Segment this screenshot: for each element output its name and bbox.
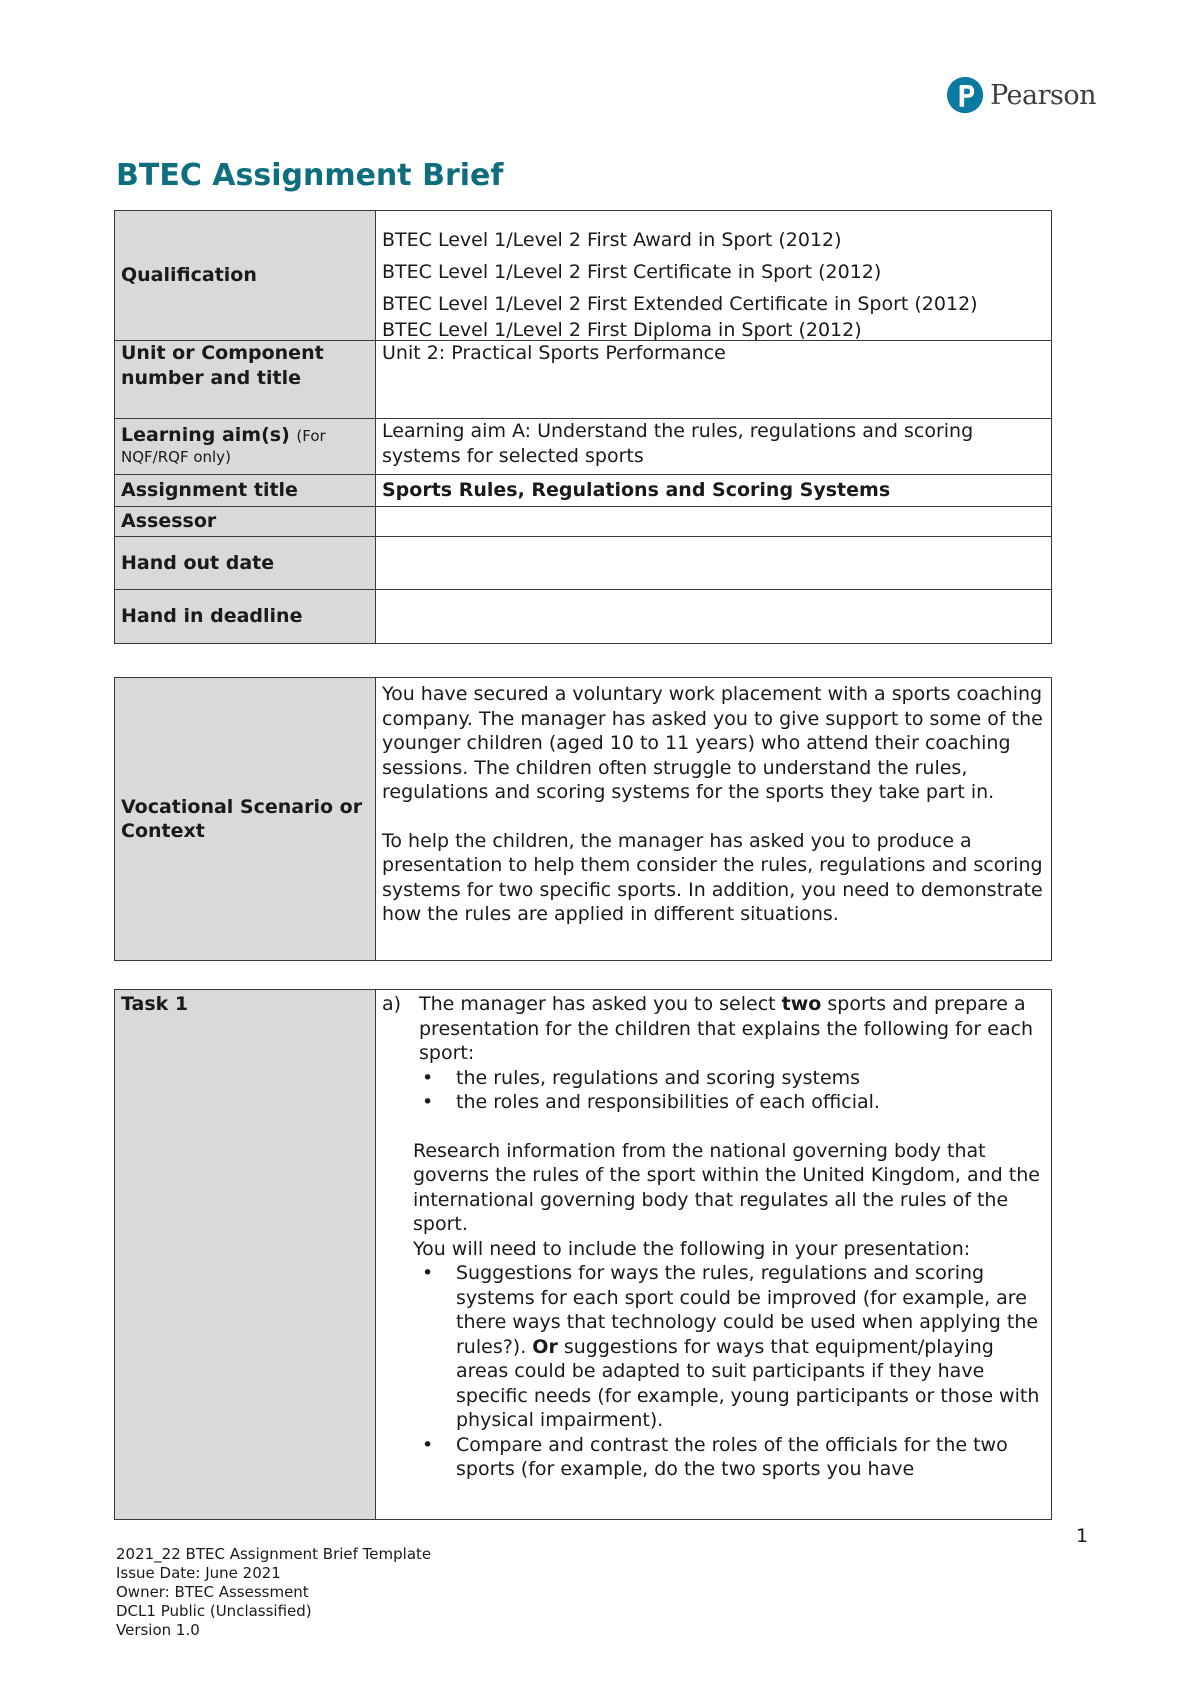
list-item: • Compare and contrast the roles of the officials for the two sports (for example, do the two sports you have	[382, 1433, 1045, 1482]
assessor-value	[376, 507, 1052, 537]
footer-line: Version 1.0	[116, 1621, 200, 1639]
task-1a	[382, 992, 1045, 1066]
pearson-logo	[946, 72, 1096, 118]
assessor-label: Assessor	[115, 507, 376, 537]
scenario-label: Vocational Scenario or Context	[115, 678, 376, 961]
list-item: • Suggestions for ways the rules, regulations and scoring systems for each sport could be improved (for example, are there ways that technology could be used when applying the rules?). Or suggestions for ways that equipment/playing areas could be adapted to suit participants if they have specific needs (for example, young participants or those with physical impairment).	[382, 1261, 1045, 1433]
qualification-row	[115, 211, 1052, 341]
task-item-letter: a)	[382, 993, 402, 1015]
assignment-title-label: Assignment title	[115, 475, 376, 507]
scenario-row	[115, 678, 1052, 961]
qualification-value	[376, 211, 1052, 341]
task-1a-research: Research information from the national governing body that governs the rules of the sport within the United Kingdom, and the international governing body that regulates all the rules of the sport.	[413, 1139, 1040, 1235]
task-1-content	[376, 990, 1052, 1520]
learning-aim-row	[115, 419, 1052, 475]
footer-line: Owner: BTEC Assessment	[116, 1583, 309, 1601]
qualification-line: BTEC Level 1/Level 2 First Certificate in Sport (2012)	[382, 261, 882, 283]
page-title: BTEC Assignment Brief	[116, 158, 504, 193]
task-1a-include: You will need to include the following in your presentation:	[413, 1237, 971, 1260]
qualification-line: BTEC Level 1/Level 2 First Diploma in Sport (2012)	[382, 319, 862, 341]
task-table	[114, 989, 1052, 1520]
learning-aim-label-text: Learning aim(s)	[121, 424, 290, 446]
learning-aim-value: Learning aim A: Understand the rules, regulations and scoring systems for selected sports	[376, 419, 1052, 475]
unit-row	[115, 341, 1052, 419]
footer-line: Issue Date: June 2021	[116, 1564, 281, 1582]
hand-out-label: Hand out date	[115, 537, 376, 590]
document-footer	[116, 1545, 431, 1640]
assignment-title-value: Sports Rules, Regulations and Scoring Systems	[376, 475, 1052, 507]
pearson-logo-icon	[946, 74, 984, 116]
task-1a-include-bullets	[382, 1261, 1045, 1482]
assessor-row	[115, 507, 1052, 537]
qualification-line: BTEC Level 1/Level 2 First Extended Certificate in Sport (2012)	[382, 293, 978, 315]
hand-out-value	[376, 537, 1052, 590]
qualification-line: BTEC Level 1/Level 2 First Award in Sport (2012)	[382, 229, 842, 251]
task-1a-bullets	[382, 1066, 1045, 1115]
unit-value: Unit 2: Practical Sports Performance	[376, 341, 1052, 419]
task-1-label: Task 1	[115, 990, 376, 1520]
scenario-table	[114, 677, 1052, 961]
list-item: • the rules, regulations and scoring systems	[382, 1066, 1045, 1091]
task-1a-intro: The manager has asked you to select two sports and prepare a presentation for the children that explains the following for each sport:	[419, 993, 1034, 1064]
list-item: • the roles and responsibilities of each official.	[382, 1090, 1045, 1115]
scenario-value	[376, 678, 1052, 961]
footer-line: 2021_22 BTEC Assignment Brief Template	[116, 1545, 432, 1563]
scenario-paragraph: You have secured a voluntary work placement with a sports coaching company. The manager has asked you to give support to some of the younger children (aged 10 to 11 years) who attend their coaching sessions. The children often struggle to understand the rules, regulations and scoring systems for the sports they take part in.	[382, 683, 1043, 803]
assignment-info-table	[114, 210, 1052, 644]
hand-in-row	[115, 590, 1052, 644]
unit-label: Unit or Component number and title	[115, 341, 376, 419]
hand-in-label: Hand in deadline	[115, 590, 376, 644]
learning-aim-note: (For NQF/RQF only)	[121, 427, 326, 466]
task-1-row	[115, 990, 1052, 1520]
page-number: 1	[1076, 1525, 1089, 1547]
footer-line: DCL1 Public (Unclassified)	[116, 1602, 312, 1620]
scenario-paragraph: To help the children, the manager has asked you to produce a presentation to help them consider the rules, regulations and scoring systems for two specific sports. In addition, you need to demonstrate how the rules are applied in different situations.	[382, 829, 1043, 925]
hand-in-value	[376, 590, 1052, 644]
pearson-wordmark: Pearson	[990, 79, 1096, 111]
qualification-label: Qualification	[115, 211, 376, 341]
assignment-title-row	[115, 475, 1052, 507]
learning-aim-label	[115, 419, 376, 475]
hand-out-row	[115, 537, 1052, 590]
